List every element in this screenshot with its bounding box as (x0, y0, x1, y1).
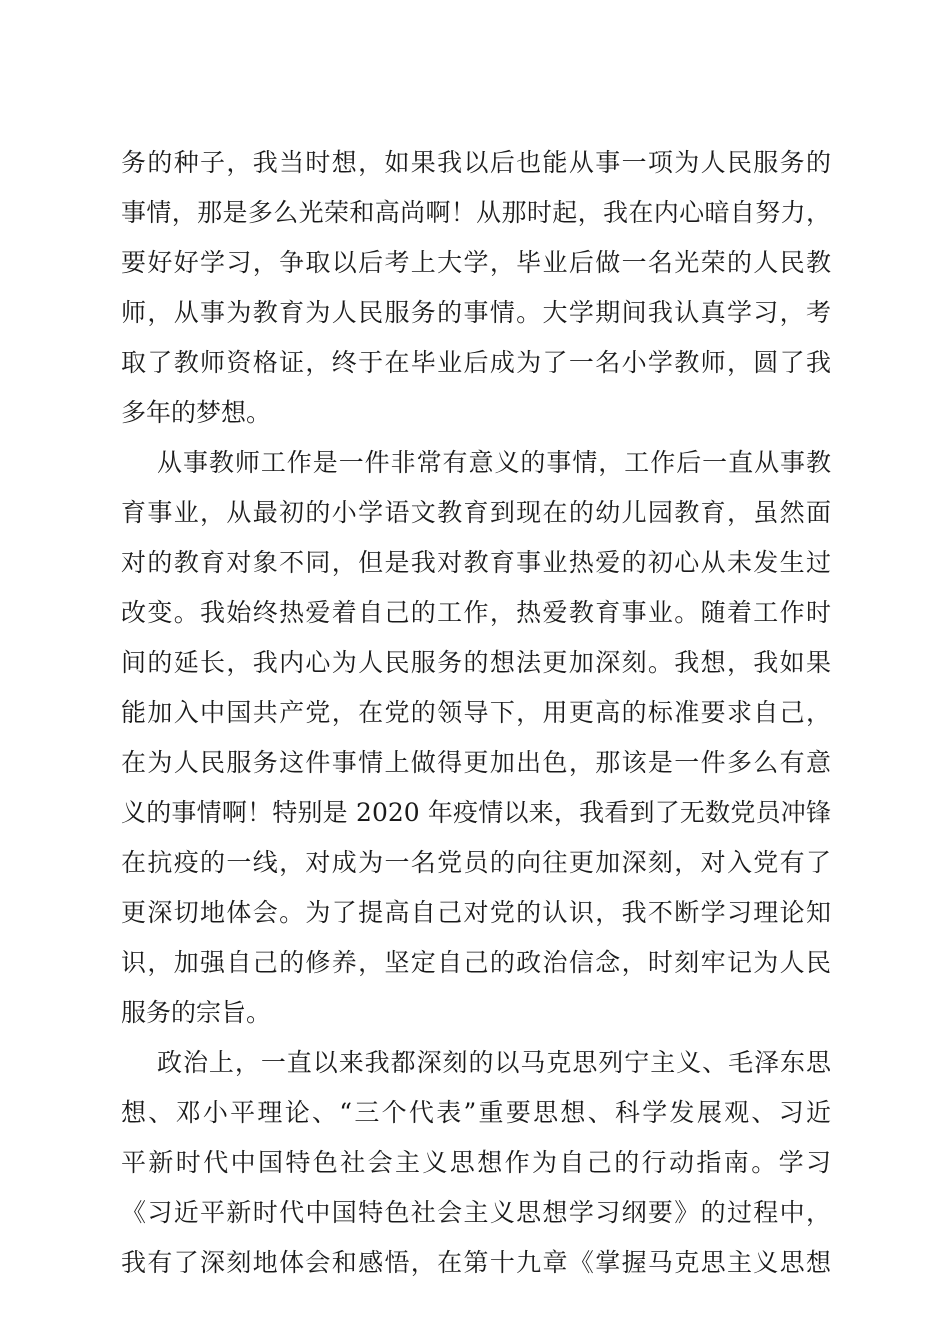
text-line: 在抗疫的一线，对成为一名党员的向往更加深刻，对入党有了 (121, 848, 831, 877)
text-line: 对的教育对象不同，但是我对教育事业热爱的初心从未发生过 (121, 548, 831, 577)
text-line: 识，加强自己的修养，坚定自己的政治信念，时刻牢记为人民 (121, 948, 831, 977)
text-line: 更深切地体会。为了提高自己对党的认识，我不断学习理论知 (121, 898, 831, 927)
text-line: 我有了深刻地体会和感悟，在第十九章《掌握马克思主义思想 (121, 1248, 831, 1277)
text-line: 想、邓小平理论、“三个代表”重要思想、科学发展观、习近 (121, 1098, 831, 1127)
text-line: 义的事情啊！特别是 2020 年疫情以来，我看到了无数党员冲锋 (121, 798, 831, 827)
text-line: 改变。我始终热爱着自己的工作，热爱教育事业。随着工作时 (121, 598, 831, 627)
text-line: 要好好学习，争取以后考上大学，毕业后做一名光荣的人民教 (121, 248, 831, 277)
text-line: 间的延长，我内心为人民服务的想法更加深刻。我想，我如果 (121, 648, 831, 677)
text-line: 育事业，从最初的小学语文教育到现在的幼儿园教育，虽然面 (121, 498, 831, 527)
paragraph-first-line: 从事教师工作是一件非常有意义的事情，工作后一直从事教 (157, 448, 831, 477)
text-line: 师，从事为教育为人民服务的事情。大学期间我认真学习，考 (121, 298, 831, 327)
text-line: 务的种子，我当时想，如果我以后也能从事一项为人民服务的 (121, 148, 831, 177)
text-line: 在为人民服务这件事情上做得更加出色，那该是一件多么有意 (121, 748, 831, 777)
text-line: 平新时代中国特色社会主义思想作为自己的行动指南。学习 (121, 1148, 831, 1177)
text-line: 服务的宗旨。 (121, 998, 272, 1027)
text-line: 取了教师资格证，终于在毕业后成为了一名小学教师，圆了我 (121, 348, 831, 377)
text-line: 多年的梦想。 (121, 398, 272, 427)
text-line: 《习近平新时代中国特色社会主义思想学习纲要》的过程中， (121, 1198, 831, 1227)
paragraph-first-line: 政治上，一直以来我都深刻的以马克思列宁主义、毛泽东思 (157, 1048, 831, 1077)
text-line: 能加入中国共产党，在党的领导下，用更高的标准要求自己， (121, 698, 831, 727)
text-line: 事情，那是多么光荣和高尚啊！从那时起，我在内心暗自努力， (121, 198, 831, 227)
